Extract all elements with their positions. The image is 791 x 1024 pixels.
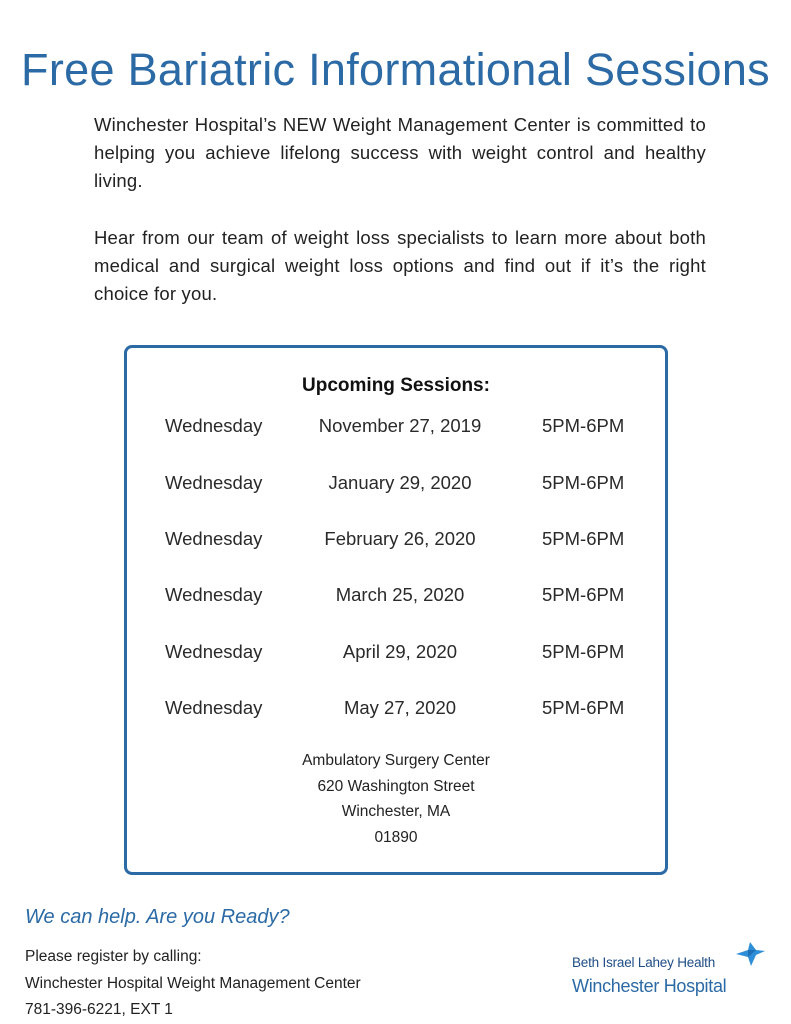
session-date: January 29, 2020 bbox=[328, 472, 472, 493]
logo-line-1: Beth Israel Lahey Health bbox=[572, 955, 716, 970]
address-line: Winchester, MA bbox=[341, 803, 451, 820]
register-line: Please register by calling: bbox=[25, 948, 202, 965]
session-row bbox=[127, 697, 665, 723]
session-date: May 27, 2020 bbox=[343, 697, 457, 718]
session-date: March 25, 2020 bbox=[335, 584, 465, 605]
session-time: 5PM-6PM bbox=[542, 415, 625, 436]
bird-icon bbox=[734, 940, 766, 970]
intro-paragraph-1: Winchester Hospital’s NEW Weight Management Center is committed to helping you achieve lifelong success with weight control and healthy living. bbox=[94, 114, 706, 191]
session-row bbox=[127, 641, 665, 667]
address-line: Ambulatory Surgery Center bbox=[302, 752, 490, 769]
tagline: We can help. Are you Ready? bbox=[25, 906, 290, 928]
session-date: February 26, 2020 bbox=[324, 528, 476, 549]
session-day: Wednesday bbox=[165, 472, 263, 493]
intro-paragraph-2: Hear from our team of weight loss specialists to learn more about both medical and surgical weight loss options and find out if it’s the right choice for you. bbox=[94, 227, 706, 304]
address-line: 01890 bbox=[374, 828, 418, 846]
address-line: 620 Washington Street bbox=[317, 777, 475, 795]
session-row bbox=[127, 528, 665, 554]
session-date: November 27, 2019 bbox=[318, 415, 482, 436]
session-row bbox=[127, 472, 665, 498]
session-time: 5PM-6PM bbox=[542, 528, 625, 549]
session-time: 5PM-6PM bbox=[542, 697, 625, 718]
session-day: Wednesday bbox=[165, 415, 263, 436]
session-row bbox=[127, 415, 665, 441]
session-row bbox=[127, 584, 665, 610]
session-time: 5PM-6PM bbox=[542, 472, 625, 493]
register-phone: 781-396-6221, EXT 1 bbox=[25, 1001, 173, 1018]
session-day: Wednesday bbox=[165, 641, 263, 662]
address-block bbox=[127, 748, 665, 850]
session-time: 5PM-6PM bbox=[542, 584, 625, 605]
session-day: Wednesday bbox=[165, 584, 263, 605]
logo-line-2: Winchester Hospital bbox=[572, 976, 727, 996]
session-day: Wednesday bbox=[165, 528, 263, 549]
sessions-heading: Upcoming Sessions: bbox=[302, 375, 490, 396]
page-title: Free Bariatric Informational Sessions bbox=[21, 44, 770, 95]
session-date: April 29, 2020 bbox=[342, 641, 458, 662]
register-line: Winchester Hospital Weight Management Center bbox=[25, 974, 361, 992]
register-info bbox=[25, 944, 361, 1024]
session-day: Wednesday bbox=[165, 697, 263, 718]
session-time: 5PM-6PM bbox=[542, 641, 625, 662]
hospital-logo bbox=[572, 940, 772, 1000]
sessions-box bbox=[124, 345, 668, 875]
